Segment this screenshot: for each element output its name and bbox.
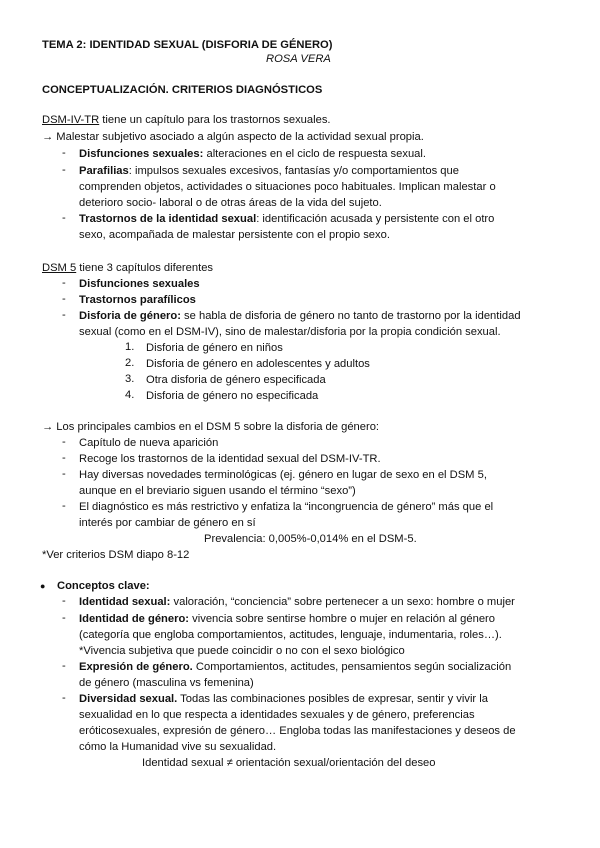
- changes-line: Capítulo de nueva aparición: [79, 437, 219, 449]
- item-term: Identidad de género:: [79, 613, 190, 625]
- item-term: Diversidad sexual.: [79, 693, 178, 705]
- dash-marker: -: [62, 468, 66, 480]
- item-term: Trastornos de la identidad sexual: [79, 213, 257, 225]
- prevalence-line: Prevalencia: 0,005%-0,014% en el DSM-5.: [204, 533, 417, 545]
- author-name: ROSA VERA: [266, 53, 331, 65]
- dash-marker: -: [62, 164, 66, 176]
- concepts-heading: Conceptos clave:: [57, 580, 150, 592]
- dsm4-parafilias-cont: deterioro socio- laboral o de otras áreas de la vida del sujeto.: [79, 197, 382, 209]
- changes-intro: → Los principales cambios en el DSM 5 sobre la disforia de género:: [42, 421, 380, 433]
- item-term: Expresión de género.: [79, 661, 193, 673]
- concept-expresion-cont: de género (masculina vs femenina): [79, 677, 254, 689]
- concept-diversidad-cont: cómo la Humanidad vive su sexualidad.: [79, 741, 277, 753]
- item-desc: vivencia sobre sentirse hombre o mujer en relación al género: [189, 613, 495, 625]
- dsm5-subtype: Disforia de género en niños: [146, 342, 283, 354]
- item-desc: valoración, “conciencia” sobre pertenecer a un sexo: hombre o mujer: [170, 596, 515, 608]
- concept-identidad-genero-cont: *Vivencia subjetiva que puede coincidir o no con el sexo biológico: [79, 645, 405, 657]
- list-number: 2.: [125, 357, 135, 369]
- document-title: TEMA 2: IDENTIDAD SEXUAL (DISFORIA DE GÉNERO): [42, 39, 333, 51]
- see-criteria-note: *Ver criterios DSM diapo 8-12: [42, 549, 190, 561]
- section-title: CONCEPTUALIZACIÓN. CRITERIOS DIAGNÓSTICOS: [42, 84, 323, 96]
- dsm5-subtype: Disforia de género no especificada: [146, 390, 319, 402]
- dsm5-chapter: Disfunciones sexuales: [79, 278, 200, 290]
- concept-identidad-genero: [79, 612, 495, 626]
- dsm5-ref: DSM 5: [42, 262, 77, 274]
- dash-marker: -: [62, 692, 66, 704]
- dsm4-arrow-line: → Malestar subjetivo asociado a algún aspecto de la actividad sexual propia.: [42, 131, 424, 143]
- item-desc: : identificación acusada y persistente con el otro: [256, 213, 495, 225]
- dsm4-ref: DSM-IV-TR: [42, 114, 100, 126]
- dash-marker: -: [62, 452, 66, 464]
- dsm4-item-parafilias: [79, 164, 459, 178]
- dash-marker: -: [62, 147, 66, 159]
- list-number: 1.: [125, 341, 135, 353]
- dsm4-parafilias-cont: comprenden objetos, actividades o situaciones poco habituales. Implican malestar o: [79, 181, 496, 193]
- concept-diversidad: [79, 692, 488, 706]
- dash-marker: -: [62, 595, 66, 607]
- dsm5-intro: [42, 261, 213, 275]
- dsm4-item-disfunciones: [79, 147, 426, 161]
- dsm4-item-trastornos: [79, 212, 494, 226]
- changes-line: aunque en el breviario siguen usando el término “sexo”): [79, 485, 356, 497]
- dash-marker: -: [62, 660, 66, 672]
- item-term: Parafilias: [79, 165, 129, 177]
- dash-marker: -: [62, 436, 66, 448]
- dsm5-subtype: Otra disforia de género especificada: [146, 374, 326, 386]
- concept-identidad-genero-cont: (categoría que engloba comportamientos, actitudes, lenguaje, indumentaria, roles…).: [79, 629, 502, 641]
- dash-marker: -: [62, 293, 66, 305]
- dsm4-trastornos-cont: sexo, acompañada de malestar persistente con el propio sexo.: [79, 229, 390, 241]
- item-desc: Todas las combinaciones posibles de expresar, sentir y vivir la: [177, 693, 488, 705]
- list-number: 3.: [125, 373, 135, 385]
- item-term: Identidad sexual:: [79, 596, 171, 608]
- dsm4-intro: [42, 113, 331, 127]
- concept-diversidad-cont: eróticosexuales, expresión de género… Engloba todas las manifestaciones y deseos de: [79, 725, 516, 737]
- dash-marker: -: [62, 309, 66, 321]
- bullet-dot-icon: ●: [40, 581, 46, 591]
- dsm5-disforia-cont: sexual (como en el DSM-IV), sino de malestar/disforia por la propia condición sexual.: [79, 326, 501, 338]
- list-number: 4.: [125, 389, 135, 401]
- concept-identidad-sexual: [79, 595, 515, 609]
- dash-marker: -: [62, 500, 66, 512]
- item-term: Disfunciones sexuales:: [79, 148, 204, 160]
- item-term: Disforia de género:: [79, 310, 181, 322]
- dsm4-intro-rest: tiene un capítulo para los trastornos sexuales.: [99, 114, 331, 126]
- dash-marker: -: [62, 277, 66, 289]
- item-desc: : impulsos sexuales excesivos, fantasías y/o comportamientos que: [128, 165, 459, 177]
- dsm5-intro-rest: tiene 3 capítulos diferentes: [76, 262, 214, 274]
- item-desc: se habla de disforia de género no tanto de trastorno por la identidad: [180, 310, 521, 322]
- dash-marker: -: [62, 212, 66, 224]
- dsm5-disforia: [79, 309, 521, 323]
- final-note: Identidad sexual ≠ orientación sexual/orientación del deseo: [142, 757, 436, 769]
- concept-diversidad-cont: sexualidad en lo que respecta a identidades sexuales y de género, preferencias: [79, 709, 475, 721]
- changes-line: interés por cambiar de género en sí: [79, 517, 256, 529]
- changes-line: Hay diversas novedades terminológicas (ej. género en lugar de sexo en el DSM 5,: [79, 469, 487, 481]
- changes-line: Recoge los trastornos de la identidad sexual del DSM-IV-TR.: [79, 453, 381, 465]
- changes-line: El diagnóstico es más restrictivo y enfatiza la “incongruencia de género” más que el: [79, 501, 494, 513]
- dsm5-chapter: Trastornos parafílicos: [79, 294, 196, 306]
- dash-marker: -: [62, 612, 66, 624]
- item-desc: alteraciones en el ciclo de respuesta sexual.: [203, 148, 426, 160]
- dsm5-subtype: Disforia de género en adolescentes y adultos: [146, 358, 370, 370]
- concept-expresion: [79, 660, 511, 674]
- item-desc: Comportamientos, actitudes, pensamientos según socialización: [192, 661, 512, 673]
